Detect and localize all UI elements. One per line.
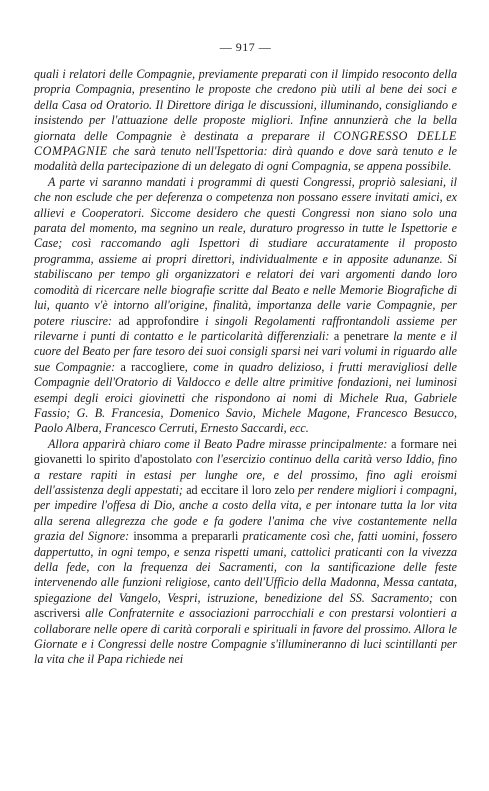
- text-segment: Allora apparirà chiaro come il Beato Padre mirasse principalmente:: [48, 436, 388, 451]
- text-segment: a penetrare: [329, 328, 394, 343]
- paragraph-p3: [34, 437, 457, 668]
- text-segment: A parte vi saranno mandati i programmi di questi Congressi, propriò salesiani, il che non esclude che per deferenza o competenza non possano essere invitati amici, ex allievi e Cooperatori. Siccome desidero che questi Congressi non siano solo una parata del momento, ma segnino un reale, duraturo progresso in tutte le Ispettorie e Case; così raccomando agli Ispettori di studiare accuratamente il proposto programma, assieme ai propri direttori, individualmente e in apposite adunanze. Si stabiliscano per tempo gli organizzatori e relatori dei vari argomenti dando loro comodità di ricercare nelle biografie scritte dal Beato e nelle Memorie Biografiche di lui, quanto v'è intorno all'origine, finalità, importanza delle varie Compagnie, per potere riuscire:: [34, 174, 457, 328]
- text-segment: CONGRESSO DELLE COMPAGNIE: [34, 128, 457, 159]
- text-segment: ad approfondire: [112, 313, 206, 328]
- text-segment: a raccogliere,: [115, 359, 194, 374]
- text-segment: i singoli Regolamenti raffrontandoli assieme per rilevarne i punti di contatto e le particolarità differenziali:: [34, 313, 457, 343]
- text-segment: come in quadro delizioso, i frutti meravigliosi delle Compagnie dell'Oratorio di Valdocco e delle altre primitive fondazioni, nei luminosi esempi degli eroici giovinetti che rispondono ai nomi di Michele Rua, Gabriele Fassio; G. B. Francesia, Domenico Savio, Michele Magone, Francesco Besucco, Paolo Albera, Francesco Cerruti, Ernesto Saccardi, ecc.: [34, 359, 458, 436]
- text-segment: ad eccitare il loro zelo: [182, 482, 298, 497]
- paragraph-p1: [34, 67, 457, 175]
- text-segment: praticamente così che, fatti uomini, fossero dappertutto, in ogni tempo, e senza rispetti umani, cattolici praticanti con la vivezza della fede, con la frequenza dei Sacramenti, con la santificazione delle feste intervenendo alle funzioni religiose, canto dell'Ufficio della Madonna, Messa cantata, spiegazione del Vangelo, Vespri, istruzione, benedizione del SS. Sacramento;: [34, 529, 457, 605]
- text-segment: alle Confraternite e associazioni parrocchiali e con prestarsi volontieri a collaborare nelle opere di carità corporali e spirituali in favore del prossimo. Allora le Giornate e i Congressi delle nostre Compagnie s'illumineranno di luci scintillanti per la vita che il Papa richiede nei: [34, 606, 457, 667]
- text-segment: a formare nei giovanetti lo spirito d'apostolato: [34, 436, 458, 467]
- page-number: — 917 —: [219, 40, 272, 54]
- text-body: [34, 67, 457, 668]
- document-page: [34, 40, 457, 668]
- text-segment: con ascriversi: [34, 590, 457, 621]
- text-segment: la mente e il cuore del Beato per fare tesoro dei suoi consigli sparsi nei vari volumi in riguardo alle sue Compagnie:: [34, 328, 458, 374]
- text-segment: insomma a prepararli: [129, 529, 243, 544]
- text-segment: per rendere migliori i compagni, per impedire l'offesa di Dio, anche a costo della vita, e per intonare tutta la lor vita alla serena allegrezza che gode e fa godere l'anima che vive costantemente nella grazia del Signore:: [34, 482, 457, 544]
- text-segment: quali i relatori delle Compagnie, previamente preparati con il limpido resoconto della propria Compagnia, presentino le proposte che credono più utili al bene dei soci e della Casa od Oratorio. Il Direttore diriga le discussioni, illuminando, consigliando e insistendo per l'attuazione delle proposte migliori. Infine annunzierà che la bella giornata delle Compagnie è destinata a preparare il: [34, 67, 457, 143]
- text-segment: con l'esercizio continuo della carità verso Iddio, fino a restare rapiti in estasi per lunghe ore, e del prossimo, fino agli eroismi dell'assistenza degli appestati;: [34, 452, 457, 497]
- text-segment: che sarà tenuto nell'Ispettoria: dirà quando e dove sarà tenuto e le modalità della partecipazione di un delegato di ogni Compagnia, se appena possibile.: [34, 144, 457, 174]
- paragraph-p2: [34, 175, 457, 437]
